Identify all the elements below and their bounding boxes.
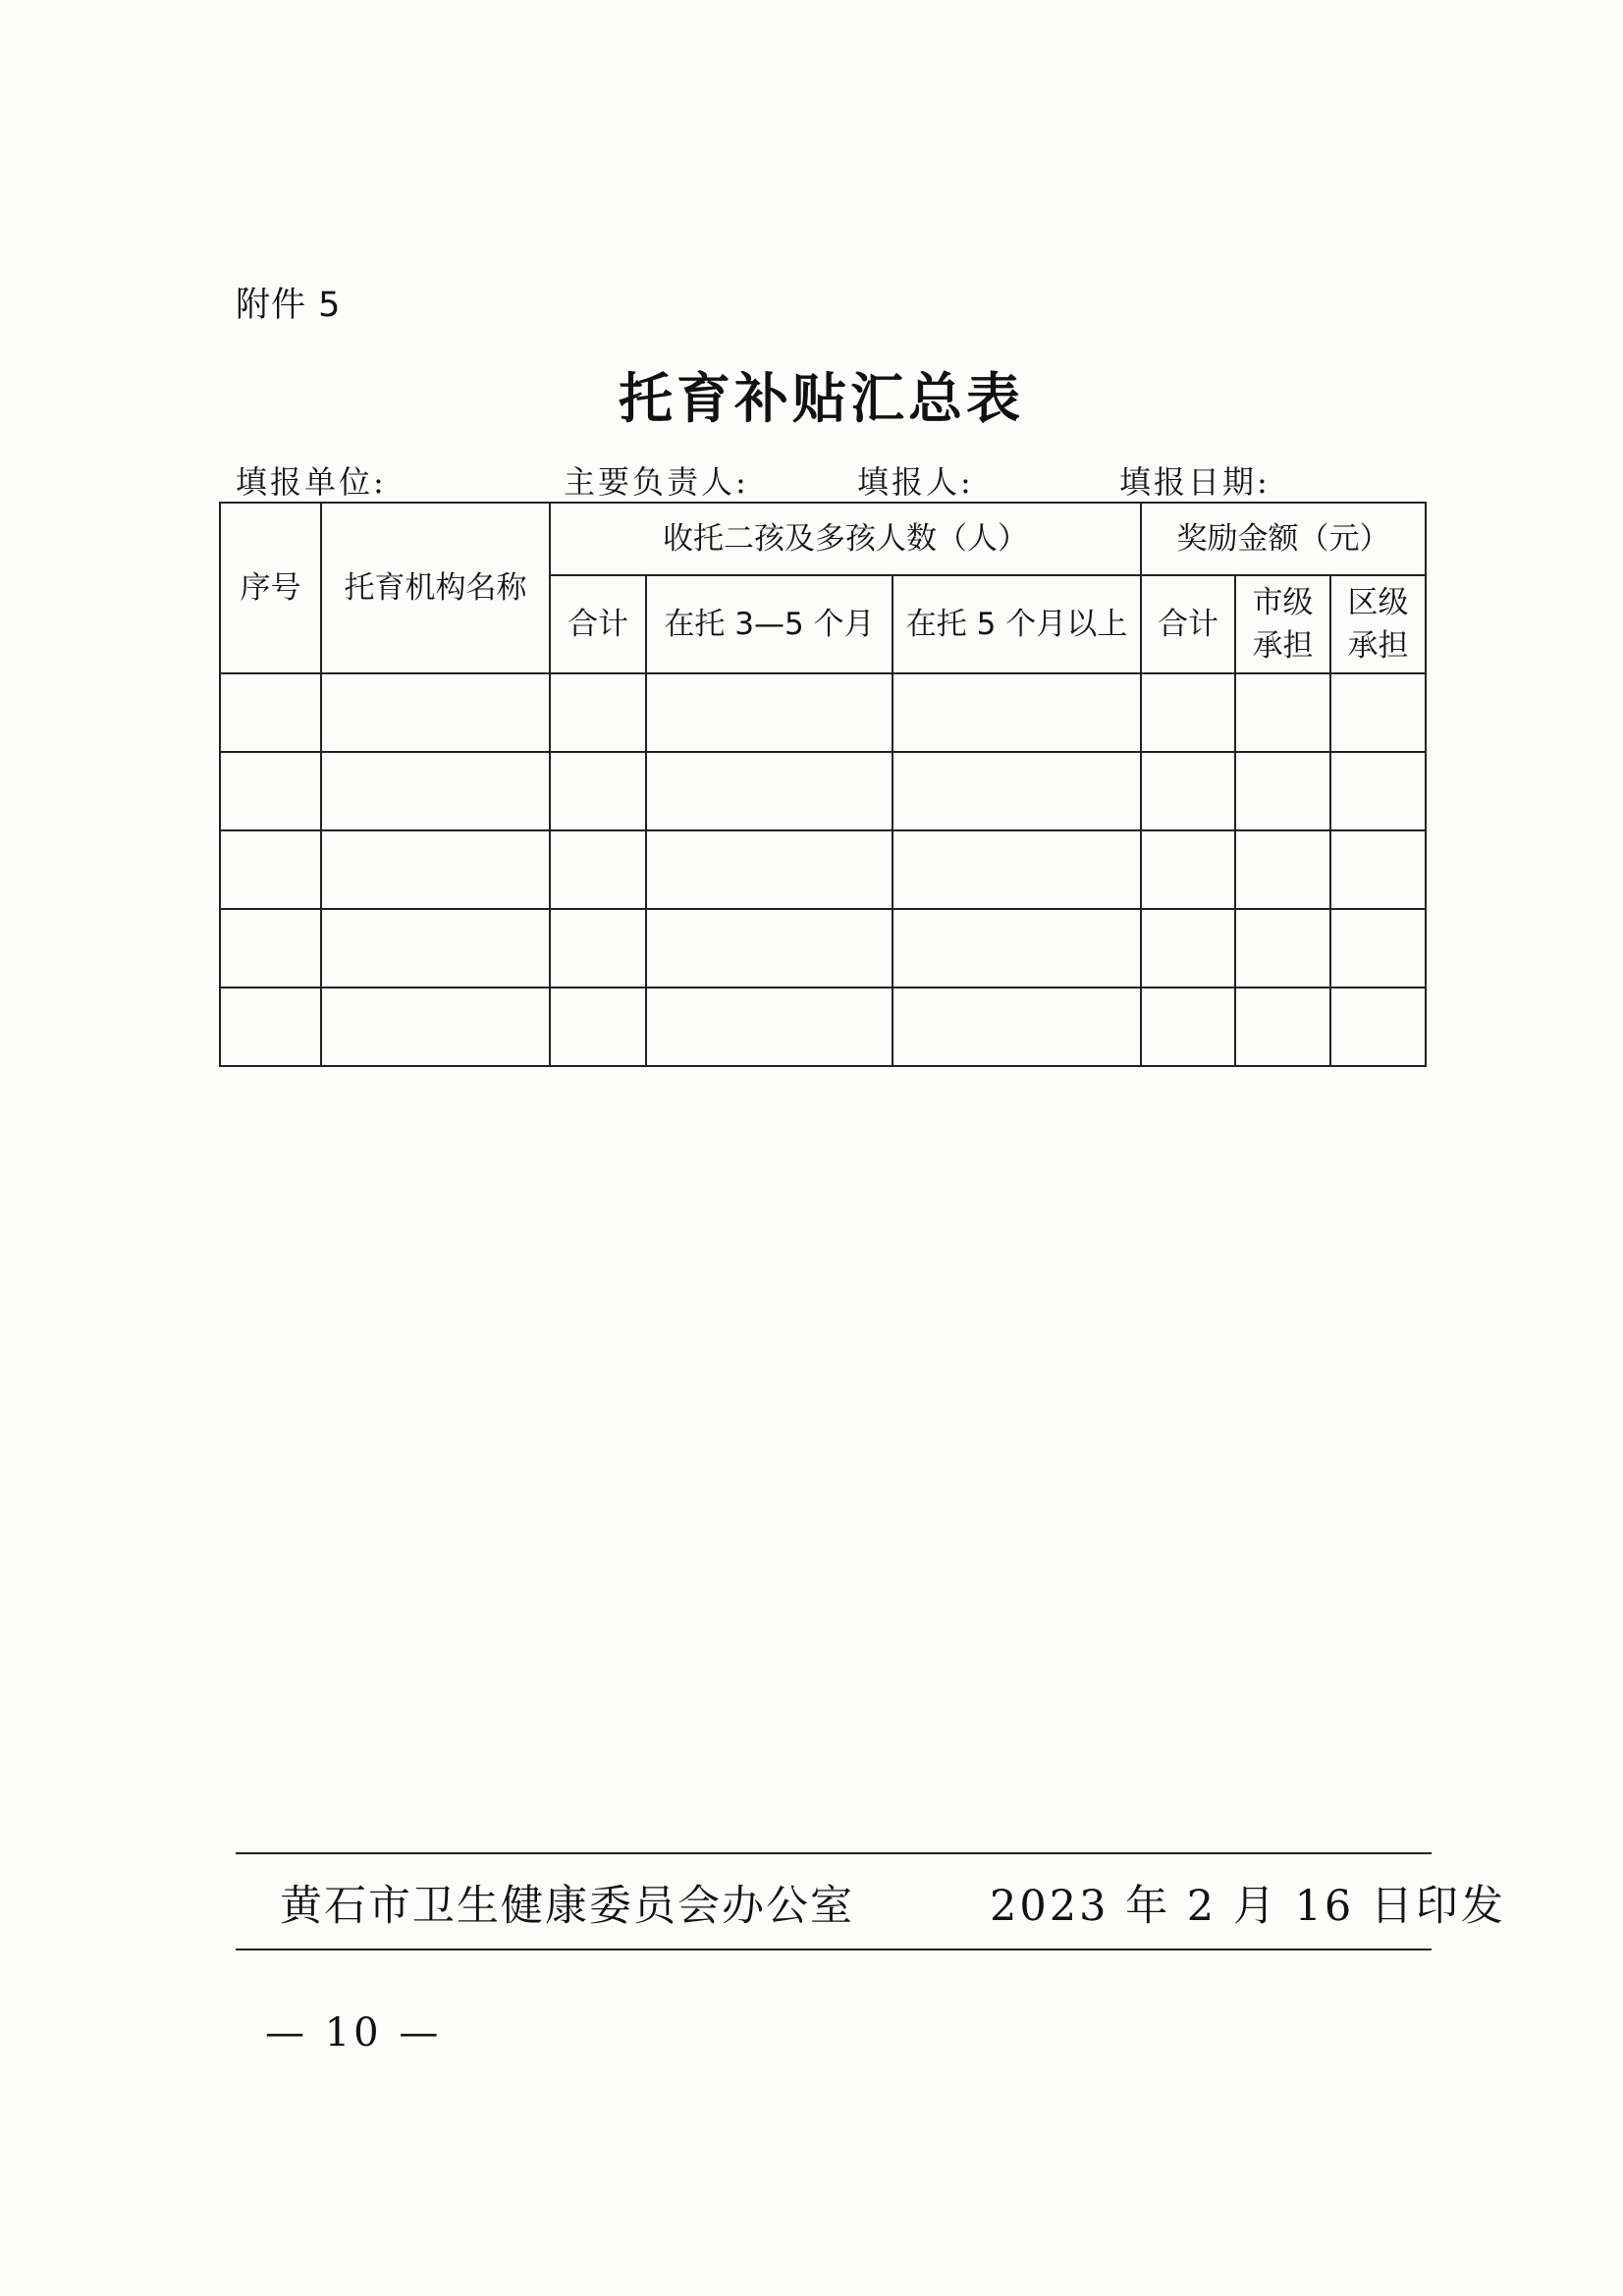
table-cell[interactable]: [1235, 752, 1330, 830]
table-row: [220, 673, 1426, 752]
table-cell[interactable]: [646, 752, 893, 830]
table-cell[interactable]: [893, 830, 1141, 909]
table-cell[interactable]: [220, 988, 321, 1066]
header-institution-name: 托育机构名称: [321, 503, 550, 673]
header-reward-total: 合计: [1141, 575, 1235, 673]
table-cell[interactable]: [550, 909, 646, 988]
table-cell[interactable]: [1330, 752, 1426, 830]
table-cell[interactable]: [1235, 909, 1330, 988]
table-cell[interactable]: [1330, 830, 1426, 909]
header-children-total: 合计: [550, 575, 646, 673]
table-cell[interactable]: [1235, 830, 1330, 909]
footer-bottom-rule: [236, 1949, 1432, 1950]
table-cell[interactable]: [321, 830, 550, 909]
annex-label: 附件 5: [236, 286, 342, 325]
table-row: [220, 752, 1426, 830]
table-cell[interactable]: [220, 909, 321, 988]
table-cell[interactable]: [550, 752, 646, 830]
table-cell[interactable]: [1330, 673, 1426, 752]
issue-date: 2023 年 2 月 16 日印发: [990, 1882, 1506, 1931]
table-cell[interactable]: [1141, 988, 1235, 1066]
table-cell[interactable]: [1330, 988, 1426, 1066]
table-cell[interactable]: [646, 830, 893, 909]
field-responsible-label: 主要负责人:: [564, 463, 749, 501]
page-number: — 10 —: [265, 2010, 443, 2056]
table-row: [220, 830, 1426, 909]
header-children-count: 收托二孩及多孩人数（人）: [550, 503, 1141, 575]
table-cell[interactable]: [220, 830, 321, 909]
field-date-label: 填报日期:: [1119, 463, 1271, 501]
table-cell[interactable]: [893, 909, 1141, 988]
header-row-1: [220, 503, 1426, 575]
table-cell[interactable]: [550, 830, 646, 909]
header-district-share: 区级承担: [1330, 575, 1426, 673]
subsidy-summary-table: [219, 502, 1427, 1067]
table-cell[interactable]: [550, 988, 646, 1066]
header-5-plus-months: 在托 5 个月以上: [893, 575, 1141, 673]
header-reward-amount: 奖励金额（元）: [1141, 503, 1426, 575]
table-cell[interactable]: [1141, 830, 1235, 909]
table-cell[interactable]: [646, 909, 893, 988]
page-title: 托育补贴汇总表: [618, 367, 1024, 430]
table-cell[interactable]: [220, 673, 321, 752]
table-cell[interactable]: [893, 673, 1141, 752]
table-cell[interactable]: [646, 988, 893, 1066]
table-cell[interactable]: [1141, 673, 1235, 752]
table-cell[interactable]: [1235, 673, 1330, 752]
table-cell[interactable]: [321, 673, 550, 752]
field-unit-label: 填报单位:: [236, 463, 387, 501]
table-cell[interactable]: [1235, 988, 1330, 1066]
table-cell[interactable]: [646, 673, 893, 752]
footer-top-rule: [236, 1852, 1432, 1854]
field-filler-label: 填报人:: [857, 463, 974, 501]
table-cell[interactable]: [1330, 909, 1426, 988]
table-cell[interactable]: [321, 752, 550, 830]
table-cell[interactable]: [321, 909, 550, 988]
table-row: [220, 909, 1426, 988]
table-cell[interactable]: [1141, 752, 1235, 830]
table-cell[interactable]: [220, 752, 321, 830]
table-cell[interactable]: [321, 988, 550, 1066]
table-cell[interactable]: [550, 673, 646, 752]
issuer-name: 黄石市卫生健康委员会办公室: [280, 1882, 854, 1931]
header-3-5-months: 在托 3—5 个月: [646, 575, 893, 673]
header-city-share: 市级承担: [1235, 575, 1330, 673]
table-row: [220, 988, 1426, 1066]
header-seq: 序号: [220, 503, 321, 673]
table-cell[interactable]: [893, 988, 1141, 1066]
table-cell[interactable]: [1141, 909, 1235, 988]
table-cell[interactable]: [893, 752, 1141, 830]
